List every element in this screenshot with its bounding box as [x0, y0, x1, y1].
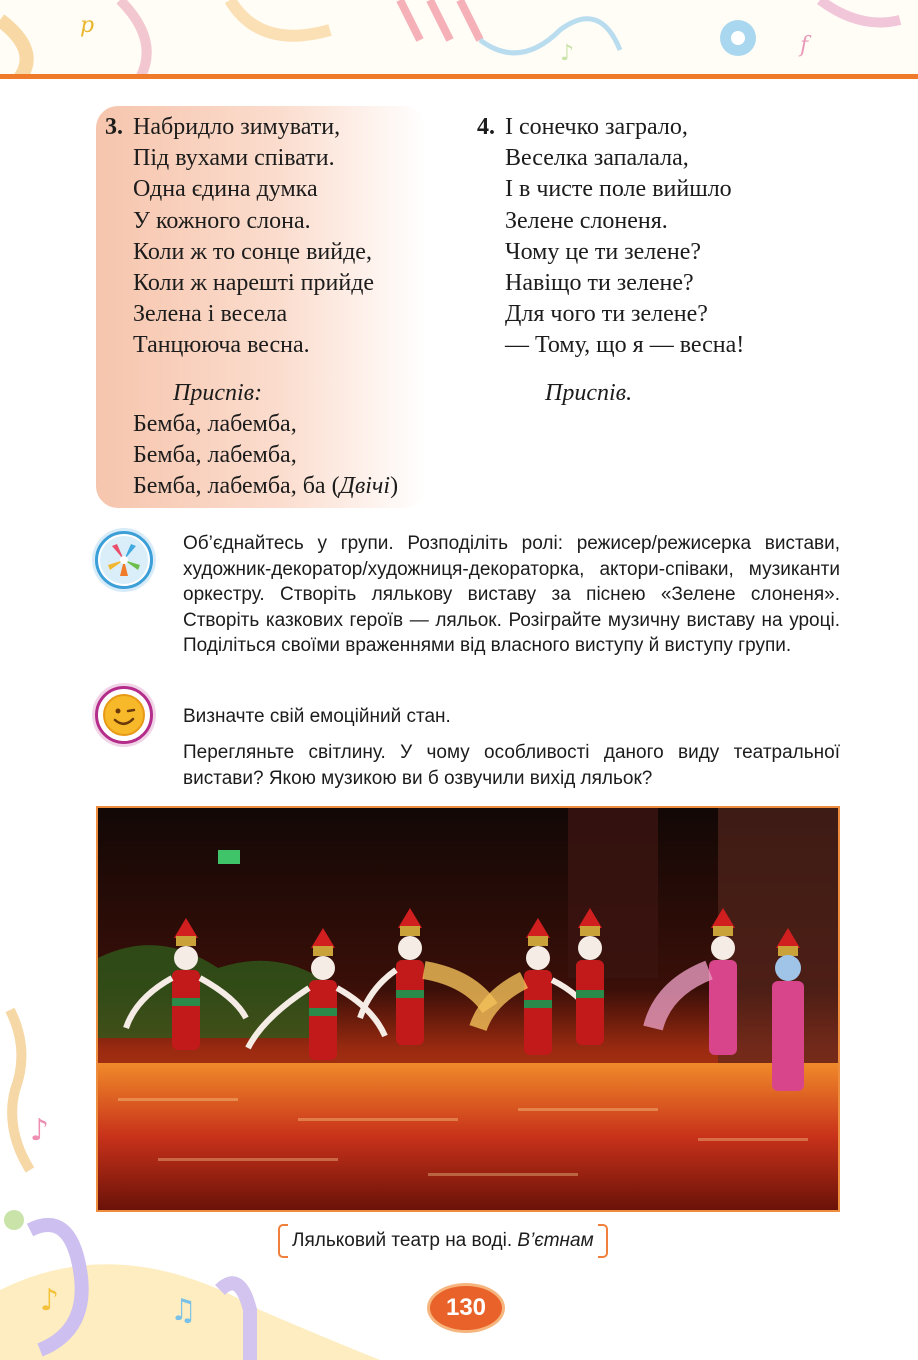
header-divider-line: [0, 74, 918, 79]
verse-4: [477, 112, 745, 409]
verse-line: Зелене слоненя.: [505, 207, 668, 234]
page-number: 130: [430, 1286, 502, 1330]
water-puppets-illustration: [98, 808, 838, 1210]
refrain-label: Приспів:: [173, 379, 263, 406]
verse-3-number: 3.: [105, 114, 123, 140]
verse-line: Коли ж то сонце вийде,: [133, 238, 372, 265]
svg-text:♫: ♫: [170, 1293, 197, 1328]
verse-line: Набридло зимувати,: [133, 114, 341, 140]
svg-text:♪: ♪: [560, 41, 575, 66]
verse-line: — Тому, що я — весна!: [505, 332, 745, 359]
water-puppet-theatre-photo: [96, 806, 840, 1212]
verse-line: Під вухами співати.: [133, 145, 335, 172]
caption-main-text: Ляльковий театр на воді.: [292, 1230, 518, 1251]
top-decorative-band: [0, 0, 918, 78]
verse-3: [105, 112, 399, 502]
svg-text:p: p: [80, 13, 95, 38]
verse-line: Для чого ти зелене?: [505, 301, 708, 328]
verse-line: Навіщо ти зелене?: [505, 270, 694, 297]
group-task-text: Об’єднайтесь у групи. Розподіліть ролі: режисер/режисерка вистави, художник-декоратор/художниця-декораторка, актори-співаки, музиканти оркестру. Створіть лялькову виставу за піснею «Зелене слоненя». Створіть казкових героїв — ляльок. Розіграйте музичну виставу на уроці. Поділіться своїми враженнями від власного виступу й виступу групи.: [183, 533, 840, 657]
refrain-line-last: [133, 471, 398, 502]
refrain-line: Бемба, лабемба,: [133, 442, 297, 469]
svg-text:♪: ♪: [40, 1283, 60, 1318]
verse-line: У кожного слона.: [133, 207, 311, 234]
refrain-label: Приспів.: [545, 379, 633, 406]
verse-line: І сонечко заграло,: [505, 114, 688, 140]
repeat-twice-note: Двічі: [339, 473, 391, 500]
refrain-line: Бемба, лабемба,: [133, 410, 297, 437]
svg-text:♪: ♪: [30, 1113, 50, 1148]
verse-line: Веселка запалала,: [505, 145, 689, 172]
refrain-last-close: ): [390, 473, 399, 500]
verse-line: Зелена і весела: [133, 301, 288, 328]
verse-line: І в чисте поле вийшло: [505, 176, 732, 203]
verse-line: Одна єдина думка: [133, 176, 318, 203]
verse-4-number: 4.: [477, 114, 495, 140]
smiley-emotion-icon: [95, 686, 153, 744]
svg-text:f: f: [800, 33, 809, 58]
caption-country: В’єтнам: [517, 1230, 594, 1251]
photo-task-text: Перегляньте світлину. У чому особливості даного виду театральної вистави? Якою музикою ви б озвучили вихід ляльок?: [183, 742, 840, 789]
bottom-doodle-decoration: [0, 1190, 918, 1360]
hands-group-icon: [95, 531, 153, 589]
music-doodles-decoration: [0, 0, 918, 78]
emotion-task-text: Визначте свій емоційний стан.: [183, 706, 451, 727]
verse-line: Танцююча весна.: [133, 332, 310, 359]
refrain-last-text: Бемба, лабемба, ба (: [133, 473, 340, 500]
verse-line: Коли ж нарешті прийде: [133, 270, 375, 297]
verse-line: Чому це ти зелене?: [505, 238, 702, 265]
